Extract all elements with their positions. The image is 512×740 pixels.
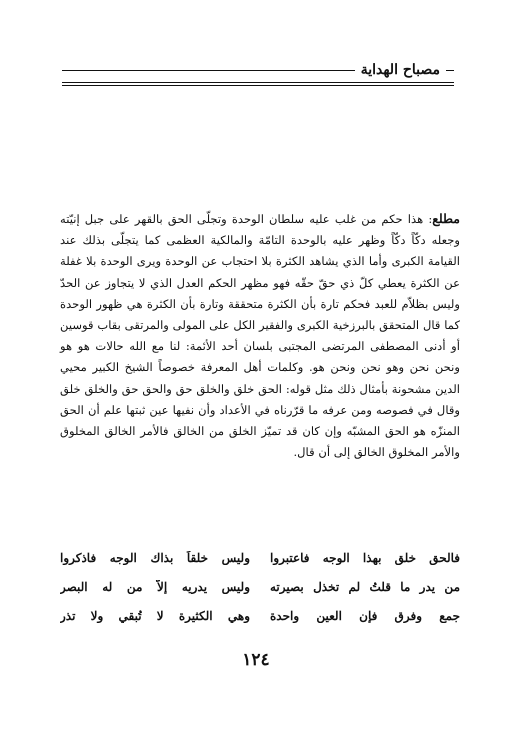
poem-verse [60, 543, 460, 572]
page-number: ١٢٤ [242, 650, 270, 670]
verse-first-hemistich: من يدر ما قلتُ لم تخذل بصيرته [270, 579, 460, 594]
verse-first-hemistich: جمع وفرق فإن العين واحدة [270, 608, 460, 623]
poem-verse [60, 601, 460, 630]
running-header [62, 58, 454, 88]
verse-second-hemistich: وليس يدريه إلاّ من له البصر [60, 579, 250, 594]
running-header-title: مصباح الهداية [355, 61, 446, 79]
body-paragraph [60, 208, 460, 463]
lead-word: مطلع [432, 211, 460, 226]
header-rule-bottom [62, 82, 454, 83]
header-rule-thin [62, 85, 454, 86]
poem [60, 543, 460, 630]
body-paragraph-text: : هذا حكم من غلب عليه سلطان الوحدة وتجلّى الحق بالقهر على جبل إنيّته وجعله دكّاً دكّاً وظهر عليه بالوحدة التامّة والمالكية العظمى كما يتجلّى بذلك عند القيامة الكبرى وأما الذي يشاهد الكثرة بلا احتجاب عن الوحدة ويرى الوحدة بلا غفلة عن الكثرة يعطي كلّ ذي حقّ حقّه فهو مظهر الحكم العدل الذي لا يتجاوز عن الحدّ وليس بظلاّم للعبد فحكم تارة بأن الكثرة متحققة وتارة بأن الكثرة هي ظهور الوحدة كما قال المتحقق بالبرزخية الكبرى والفقير الكل على المولى والمرتقى بقاب قوسين أو أدنى المصطفى المرتضى المجتبى بلسان أحد الأئمة: لنا مع الله حالات هو هو ونحن نحن وهو نحن ونحن هو. وكلمات أهل المعرفة خصوصاً الشيخ الكبير محيي الدين مشحونة بأمثال ذلك مثل قوله: الحق خلق والخلق حق والحق حق والخلق خلق وقال في فصوصه ومن عرفه ما قرّرناه في الأعداد وأن نفيها عين ثبتها علم أن الحق المنزّه هو الحق المشبّه وإن كان قد تميّز الخلق من الخالق فالأمر الخالق المخلوق والأمر المخلوق الخالق إلى أن قال. [60, 212, 460, 460]
poem-verse [60, 572, 460, 601]
verse-second-hemistich: وهي الكثيرة لا تُبقي ولا تذر [60, 608, 250, 623]
verse-second-hemistich: وليس خلقاً بذاك الوجه فاذكروا [60, 550, 250, 565]
verse-first-hemistich: فالحق خلق بهذا الوجه فاعتبروا [270, 550, 460, 565]
